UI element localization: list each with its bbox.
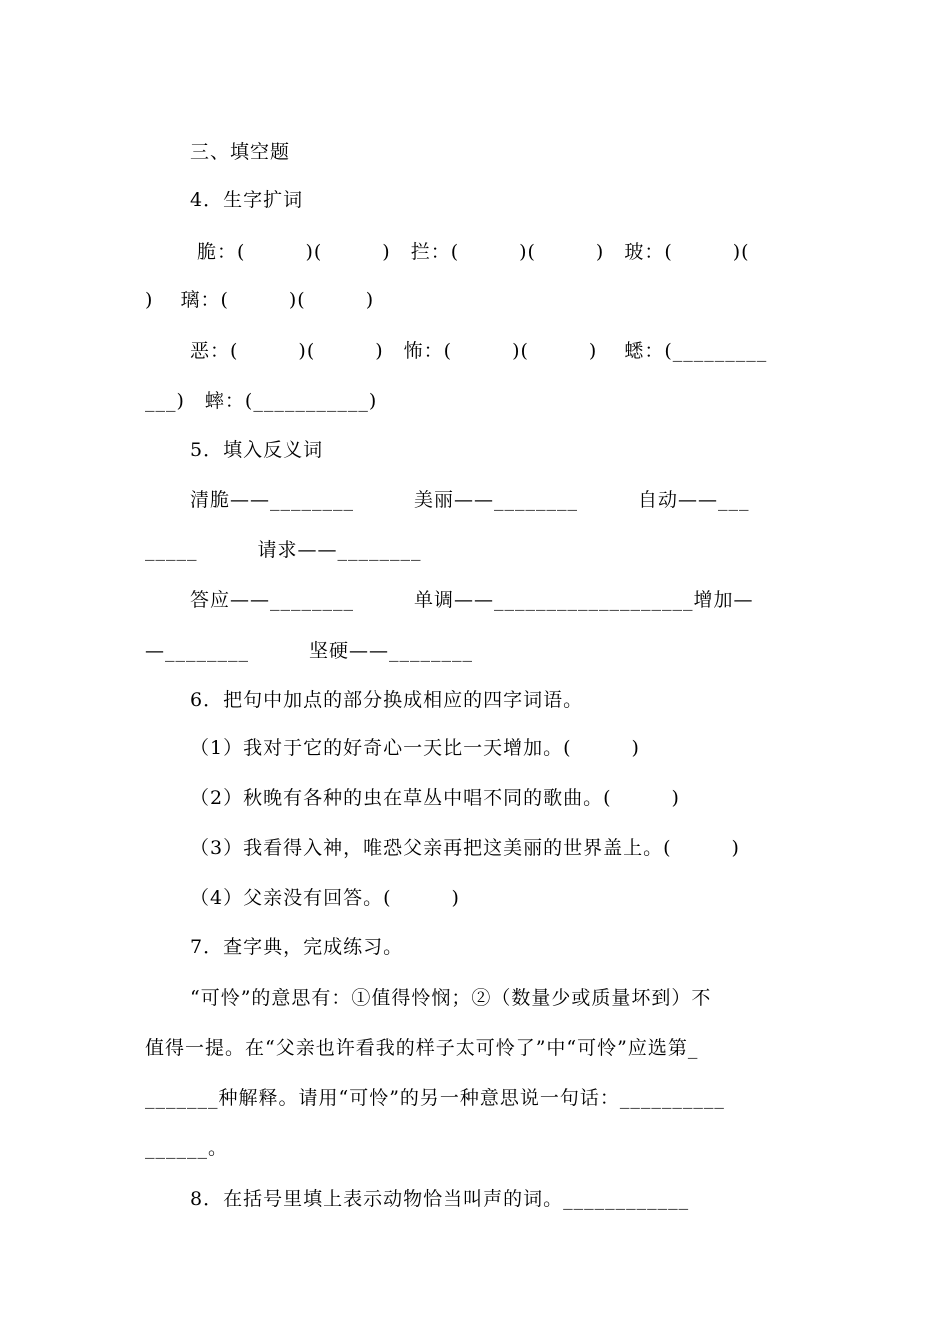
question-4-line-4: ___) 蟀：(___________) xyxy=(145,390,378,412)
question-7-line-2: 值得一提。在“父亲也许看我的样子太可怜了”中“可怜”应选第_ xyxy=(145,1037,699,1059)
question-4-line-1: 脆：( )( ) 拦：( )( ) 玻：( )( xyxy=(190,241,750,263)
question-7-line-3: _______种解释。请用“可怜”的另一种意思说一句话：__________ xyxy=(145,1087,725,1109)
question-7-line-1: “可怜”的意思有：①值得怜悯；②（数量少或质量坏到）不 xyxy=(190,987,712,1009)
question-6-item-3: （3）我看得入神，唯恐父亲再把这美丽的世界盖上。( ) xyxy=(190,837,740,859)
question-6-item-2: （2）秋晚有各种的虫在草丛中唱不同的歌曲。( ) xyxy=(190,787,680,809)
question-7-line-4: ______。 xyxy=(145,1137,229,1159)
question-8-title: 8．在括号里填上表示动物恰当叫声的词。____________ xyxy=(190,1188,690,1210)
question-4-title: 4．生字扩词 xyxy=(190,189,304,211)
question-5-line-3: 答应——________ 单调——___________________增加— xyxy=(190,589,754,611)
question-6-title: 6．把句中加点的部分换成相应的四字词语。 xyxy=(190,689,584,711)
question-4-line-3: 恶：( )( ) 怖：( )( ) 蟋：(_________ xyxy=(190,340,768,362)
question-6-item-4: （4）父亲没有回答。( ) xyxy=(190,887,460,909)
question-5-line-1: 清脆——________ 美丽——________ 自动——___ xyxy=(190,489,750,511)
section-heading: 三、填空题 xyxy=(190,141,291,163)
question-4-line-2: ) 璃：( )( ) xyxy=(145,289,375,311)
question-6-item-1: （1）我对于它的好奇心一天比一天增加。( ) xyxy=(190,737,640,759)
question-7-title: 7．查字典，完成练习。 xyxy=(190,936,404,958)
question-5-line-2: _____ 请求——________ xyxy=(145,539,422,561)
question-5-title: 5．填入反义词 xyxy=(190,439,324,461)
question-5-line-4: —________ 坚硬——________ xyxy=(145,640,474,662)
